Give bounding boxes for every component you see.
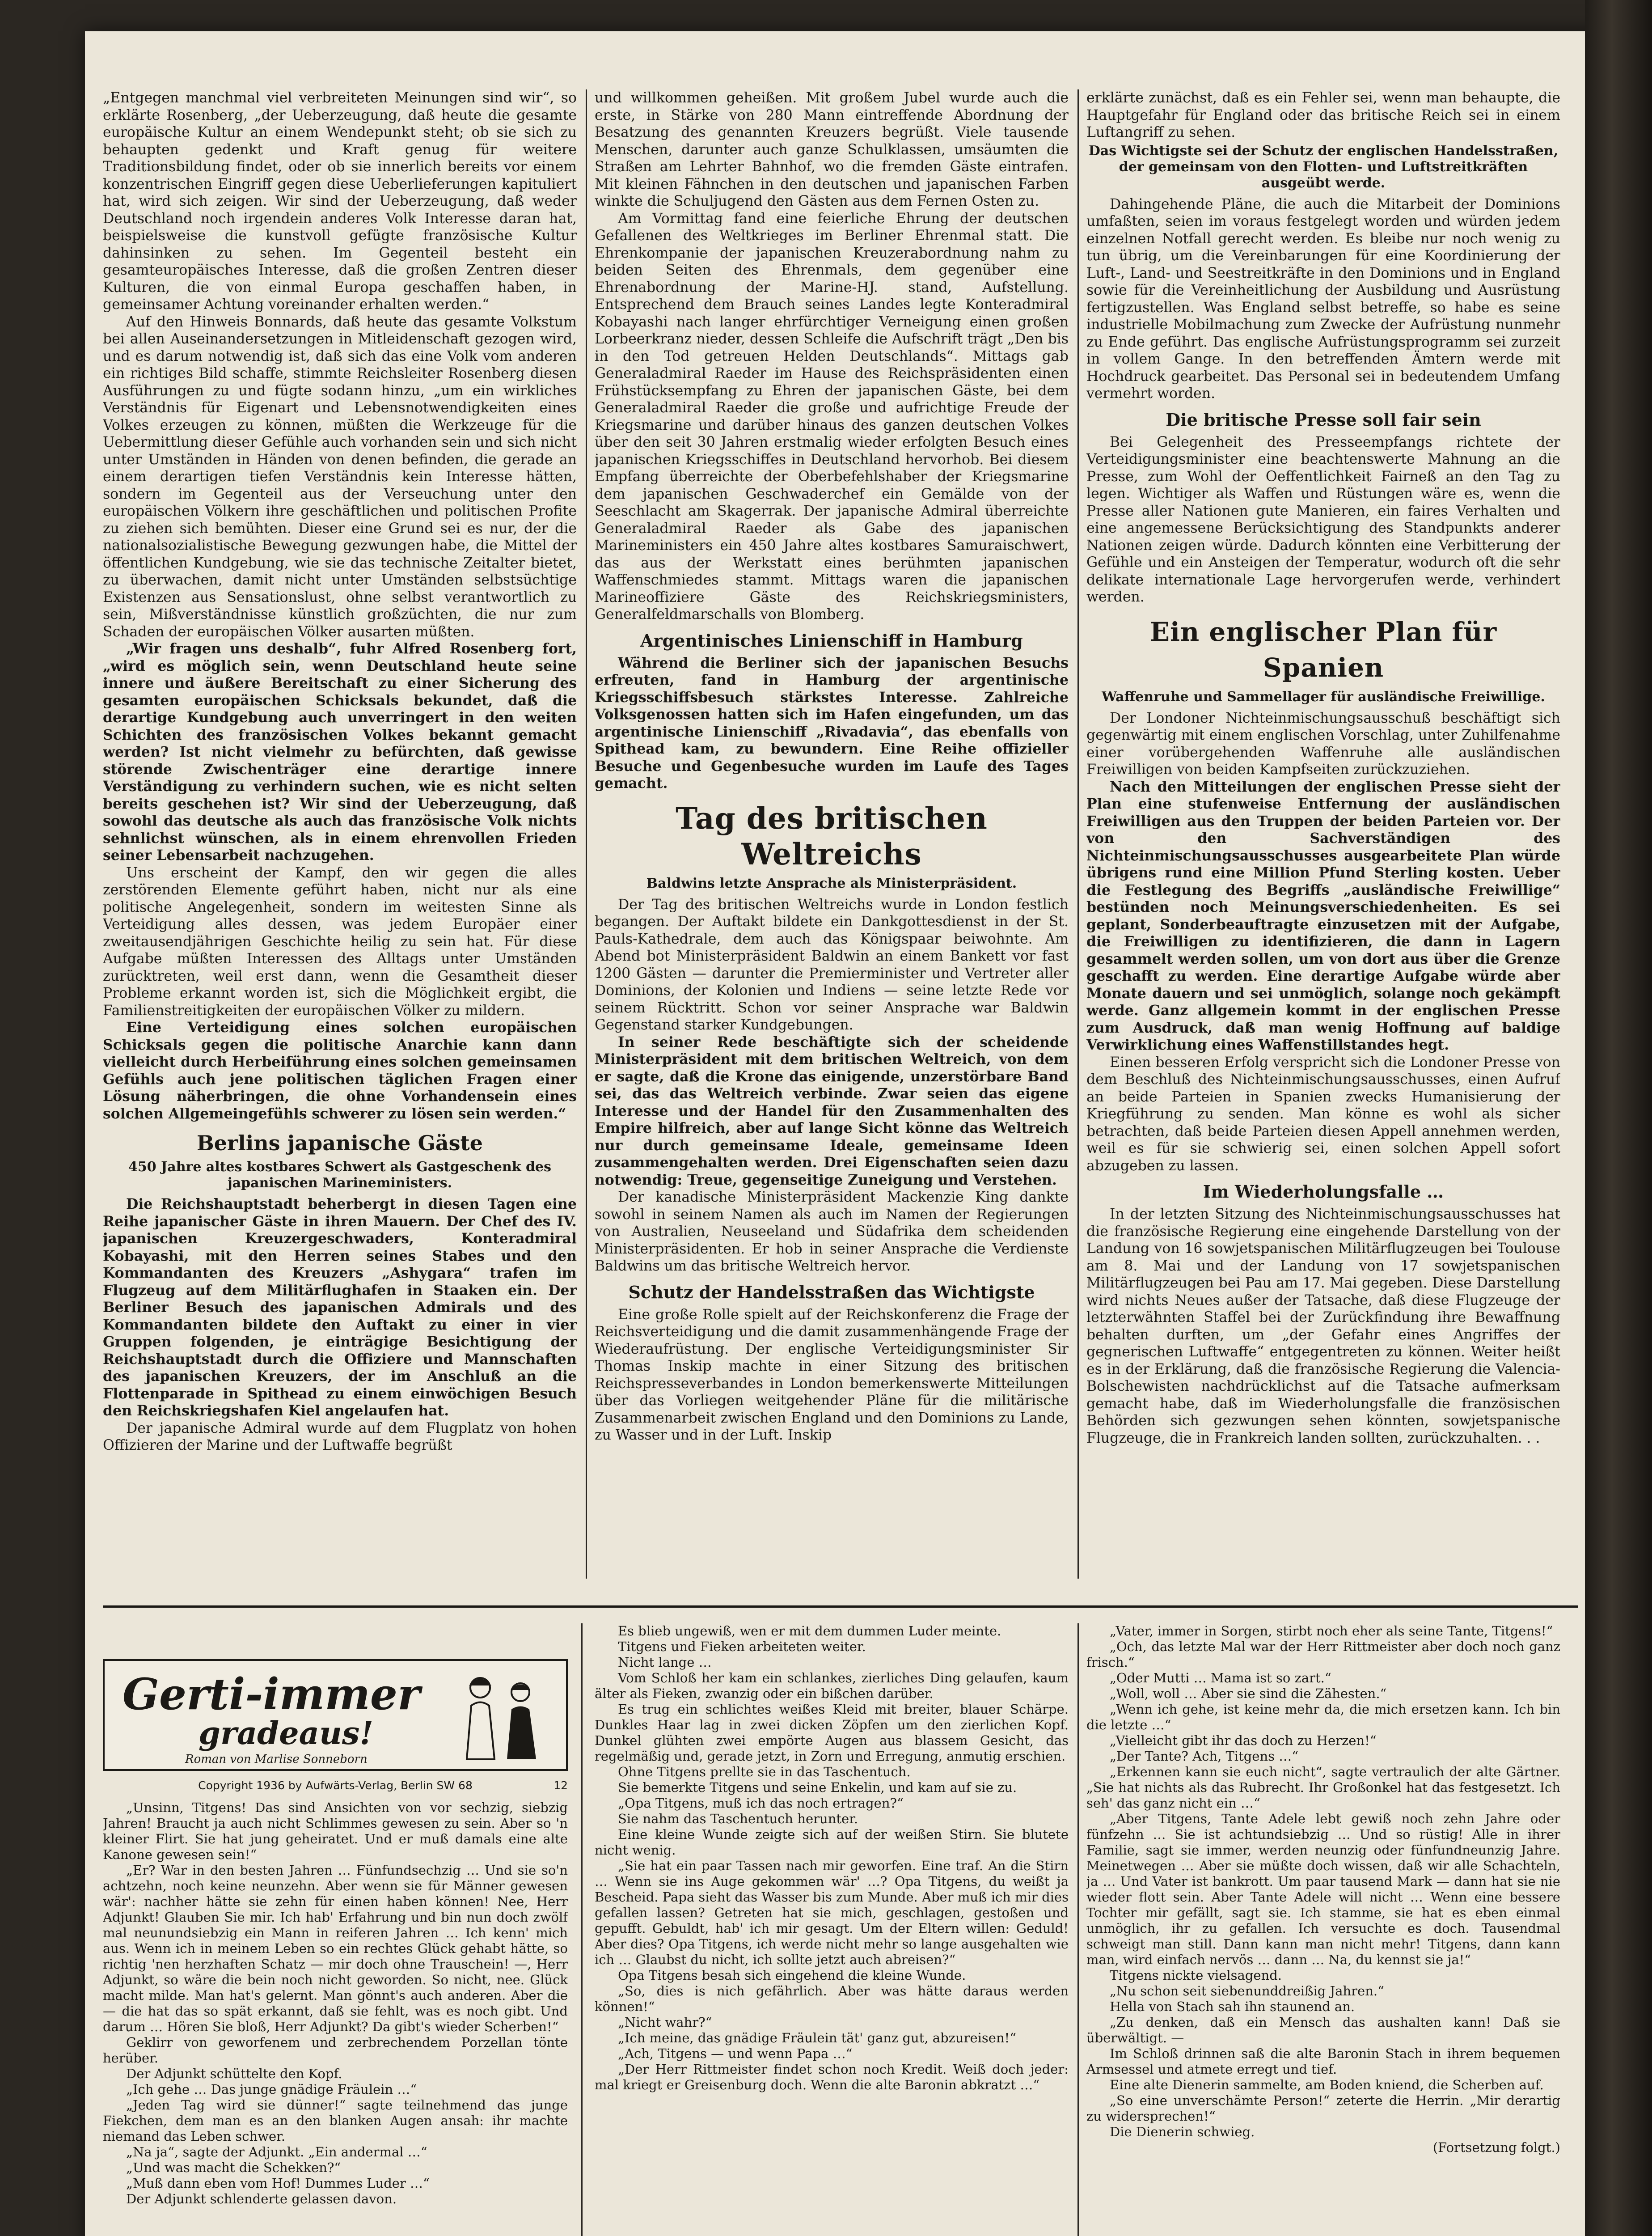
paragraph: Nach den Mitteilungen der englischen Presse sieht der Plan eine stufenweise Entfernung der ausländischen Freiwilligen aus den Truppen der beiden Parteien vor. Der von den Sachverständigen des Nichteinmischungsausschusses ausgearbeitete Plan würde übrigens rund eine Million Pfund Sterling kosten. Ueber die Festlegung des Begriffs „ausländische Freiwillige“ bestünden noch Meinungsverschiedenheiten. Es sei geplant, Sonderbeauftragte einzusetzen mit der Aufgabe, die Freiwilligen zu identifizieren, die dann in Lagern gesammelt werden sollen, um von dort aus über die Grenze geschafft zu werden. Eine derartige Aufgabe würde aber Monate dauern und sei unmöglich, solange noch gekämpft werde. Ganz allgemein kommt in der englischen Presse zum Ausdruck, daß man wenig Hoffnung auf baldige Verwirklichung eines Waffenstillstandes hegt. [1086, 778, 1560, 1053]
paragraph: „Zu denken, daß ein Mensch das aushalten kann! Daß sie überwältigt. — [1086, 2015, 1560, 2045]
paragraph: Der Adjunkt schüttelte den Kopf. [126, 2066, 342, 2081]
column-rule [1077, 89, 1079, 1579]
headline-schutz-der-handelsstrassen: Schutz der Handelsstraßen das Wichtigste [628, 1282, 1035, 1302]
paragraph: „Opa Titgens, muß ich das noch ertragen?“ [618, 1796, 904, 1811]
column-rule [1077, 1623, 1079, 2236]
paragraph: Die Dienerin schwieg. [1110, 2124, 1255, 2139]
novel-column-1 [103, 1800, 568, 2236]
headline-englischer-plan-fuer-spanien: Ein englischer Plan für Spanien [1149, 616, 1497, 683]
headline-tag-des-britischen-weltreichs: Tag des britischen Weltreichs [676, 800, 988, 872]
paragraph: In seiner Rede beschäftigte sich der scheidende Ministerpräsident mit dem britischen Weltreich, von dem er sagte, daß die Krone das einigende, unzerstörbare Band sei, das das Weltreich verbinde. Zwar seien das eigene Interesse und der Handel für den Zusammenhalten des Empire hilfreich, aber auf lange Sicht könne das Weltreich nur durch gemeinsame Ideale, gemeinsame Ideen zusammengehalten werden. Drei Eigenschaften seien dazu notwendig: Treue, gegenseitige Zuneigung und Verstehen. [595, 1033, 1069, 1188]
headline-britische-presse-fair: Die britische Presse soll fair sein [1166, 409, 1481, 430]
paragraph: „Jeden Tag wird sie dünner!“ sagte teilnehmend das junge Fiekchen, dem man es an den blanken Augen ansah: ihr machte niemand das Leben schwer. [103, 2097, 568, 2144]
paragraph: „Wenn ich gehe, ist keine mehr da, die mich ersetzen kann. Ich bin die letzte …“ [1086, 1702, 1560, 1732]
paragraph: „Vater, immer in Sorgen, stirbt noch eher als seine Tante, Titgens!“ [1110, 1623, 1553, 1639]
paragraph: Uns erscheint der Kampf, den wir gegen die alles zerstörenden Elemente geführt haben, nicht nur als eine politische Angelegenheit, sondern im weitesten Sinne als Verteidigung alles dessen, was jedem Europäer einer zweitausendjährigen Geschichte heilig zu sein hat. Für diese Aufgabe müßten Interessen des Alltags unter Umständen zurücktreten, weil erst dann, wenn die Gesamtheit dieser Probleme erkannt worden ist, sich die Möglichkeit ergibt, die Familienstreitigkeiten der europäischen Völker zu mildern. [103, 864, 577, 1019]
paragraph: „Vielleicht gibt ihr das doch zu Herzen!“ [1110, 1733, 1377, 1748]
subheadline: Baldwins letzte Ansprache als Ministerpräsident. [646, 875, 1017, 891]
paragraph: „Der Herr Rittmeister findet schon noch Kredit. Weiß doch jeder: mal kriegt er Greisenburg doch. Wenn die alte Baronin abkratzt …“ [595, 2062, 1069, 2092]
novel-column-2 [595, 1623, 1069, 2236]
paragraph: Der Adjunkt schlenderte gelassen davon. [126, 2191, 397, 2206]
paragraph: „Na ja“, sagte der Adjunkt. „Ein andermal …“ [126, 2144, 427, 2160]
paragraph: Hella von Stach sah ihn staunend an. [1110, 1999, 1355, 2014]
paragraph: „Erkennen kann sie euch nicht“, sagte vertraulich der alte Gärtner. „Sie hat nichts als das Rubrecht. Ihr Großonkel hat das festgesetzt. Ich seh' das ganz nicht ein …“ [1086, 1764, 1560, 1811]
paragraph: Während die Berliner sich der japanischen Besuchs erfreuten, fand in Hamburg der argentinische Kriegsschiffsbesuch stärkstes Interesse. Zahlreiche Volksgenossen hatten sich im Hafen eingefunden, um das argentinische Linienschiff „Rivadavia“, das ebenfalls von Spithead kam, zu bewundern. Eine Reihe offizieller Besuche und Gegenbesuche wurden im Laufe des Tages gemacht. [595, 654, 1069, 792]
paragraph: In der letzten Sitzung des Nichteinmischungsausschusses hat die französische Regierung eine eingehende Darstellung von der Landung von 16 sowjetspanischen Militärflugzeugen bei Toulouse am 8. Mai und der Landung von 17 sowjetspanischen Militärflugzeugen bei Pau am 17. Mai gegeben. Diese Darstellung wird nichts Neues außer der Tatsache, daß diese Flugzeuge der letzterwähnten Staffel bei der Zurückfindung ihre Bewaffnung behalten durften, um „der Gefahr eines Angriffes der gegnerischen Luftwaffe“ entgegentreten zu können. Weiter heißt es in der Erklärung, daß die französische Regierung die Valencia-Bolschewisten nachdrücklichst auf die Tatsache aufmerksam gemacht habe, daß im Wiederholungsfalle die französischen Behörden sich gezwungen sehen könnten, sowjetspanische Flugzeuge, die in Frankreich landen sollten, zurückzuhalten. . . [1086, 1206, 1560, 1446]
book-binding [1585, 0, 1652, 2236]
paragraph: „Ach, Titgens — und wenn Papa …“ [618, 2046, 853, 2061]
paragraph: Eine große Rolle spielt auf der Reichskonferenz die Frage der Reichsverteidigung und die damit zusammenhängende Frage der Wiederaufrüstung. Der englische Verteidigungsminister Sir Thomas Inskip machte in einer Sitzung des britischen Reichspresseverbandes in London bemerkenswerte Mitteilungen über das Vorliegen weitgehender Pläne für die militärische Zusammenarbeit zwischen England und den Dominions zu Lande, zu Wasser und in der Luft. Inskip [595, 1306, 1069, 1443]
column-2 [595, 89, 1069, 1579]
paragraph: „So eine unverschämte Person!“ zeterte die Herrin. „Mir derartig zu widersprechen!“ [1086, 2093, 1560, 2124]
novel-logo-title-2: gradeaus! [199, 1715, 374, 1752]
rosenberg-article [103, 89, 577, 1122]
paragraph: „Unsinn, Titgens! Das sind Ansichten von vor sechzig, siebzig Jahren! Braucht ja auch nicht Schlimmes gewesen zu sein. Aber so 'n kleiner Flirt. Sie hat jung geheiratet. Und er muß damals eine alte Kanone gewesen sein!“ [103, 1800, 568, 1862]
paragraph: Einen besseren Erfolg verspricht sich die Londoner Presse von dem Beschluß des Nichteinmischungsausschusses, einen Aufruf an beide Parteien in Spanien zwecks Humanisierung der Kriegführung zu senden. Man könne es wohl als sicher betrachten, daß beide Parteien diesen Appell annehmen werden, weil es für sie schwierig sei, einen solchen Appell sofort abzugeben zu lassen. [1086, 1054, 1560, 1174]
section-divider [103, 1605, 1578, 1608]
paragraph: Es blieb ungewiß, wen er mit dem dummen Luder meinte. [618, 1623, 1001, 1639]
novel-logo-title: Gerti-immer [123, 1669, 420, 1719]
paragraph: Titgens nickte vielsagend. [1110, 1968, 1282, 1983]
headline-berlins-japanische-gaeste: Berlins japanische Gäste [196, 1131, 483, 1155]
paragraph: Es trug ein schlichtes weißes Kleid mit breiter, blauer Schärpe. Dunkles Haar lag in zwei dicken Zöpfen um den zierlichen Kopf. Dunkel glühten zwei empörte Augen aus blassem Gesicht, das regelmäßig und, gerade jetzt, in Zorn und Erregung, anmutig erschien. [595, 1702, 1069, 1764]
paragraph: „Aber Titgens, Tante Adele lebt gewiß noch zehn Jahre oder fünfzehn … Sie ist achtundsiebzig … Und so rüstig! Alle in ihrer Familie, sagt sie immer, werden neunzig oder fünfundneunzig Jahre. Meinetwegen … Aber sie müßte doch wissen, daß wir alle Schachteln, ja … Und Vater ist bankrott. Um paar tausend Mark — dann hat sie nie wieder flott sein. Aber Tante Adele will nicht … Wenn eine bessere Tochter mir gefällt, sagt sie. Ich stamme, sie hat es eben einmal unmöglich, ihr zu gefallen. Ich versuchte es doch. Tausendmal schweigt man still. Dann kann man nicht mehr! Titgens, dann kann man, wird einfach nervös … dann … Na, du kennst sie ja!“ [1086, 1811, 1560, 1967]
paragraph: „Oder Mutti … Mama ist so zart.“ [1110, 1670, 1331, 1685]
novel-logo [103, 1659, 568, 1771]
paragraph: Bei Gelegenheit des Presseempfangs richtete der Verteidigungsminister eine beachtenswerte Mahnung an die Presse, zum Wohl der Oeffentlichkeit Fairneß an den Tag zu legen. Wichtiger als Waffen und Rüstungen wäre es, wenn die Presse aller Nationen gute Manieren, ein faires Verhalten und eine angemessene Berücksichtigung des Standpunkts anderer Nationen zeigen würde. Dadurch könnten eine Verbitterung der Gefühle und ein Ansteigen der Temperatur, wodurch oft die sehr delikate internationale Lage hervorgerufen werde, verhindert werden. [1086, 434, 1560, 605]
paragraph: Der japanische Admiral wurde auf dem Flugplatz von hohen Offizieren der Marine und der Luftwaffe begrüßt [103, 1420, 577, 1453]
paragraph: „Der Tante? Ach, Titgens …“ [1110, 1749, 1299, 1764]
paragraph: „Nicht wahr?“ [618, 2015, 712, 2030]
subheadline: Waffenruhe und Sammellager für ausländische Freiwillige. [1102, 689, 1545, 705]
bold-lead: Das Wichtigste sei der Schutz der englischen Handelsstraßen, der gemeinsam von den Flotten- und Luftstreitkräften ausgeübt werde. [1088, 143, 1559, 191]
newspaper-page [85, 31, 1627, 2236]
paragraph: „Entgegen manchmal viel verbreiteten Meinungen sind wir“, so erklärte Rosenberg, „der Ueberzeugung, daß heute die gesamte europäische Kultur an einem Wendepunkt steht; ob sie sich zu behaupten gedenkt und Kraft genug für weitere Traditionsbildung findet, oder ob sie innerlich bereits vor einem konzentrischen Eingriff gegen diese Ueberlieferungen kapituliert hat, wird sich zeigen. Wir sind der Ueberzeugung, daß weder Deutschland noch irgendein anderes Volk Interesse daran hat, beispielsweise die kunstvoll gefügte französische Kultur dahinsinken zu sehen. Im Gegenteil besteht ein gesamteuropäisches Interesse, daß die großen Zentren dieser Kulturen, die von einmal Europa geschaffen haben, in gemeinsamer Achtung voreinander erhalten werden.“ [103, 90, 577, 313]
paragraph: „Muß dann eben vom Hof! Dummes Luder …“ [126, 2176, 430, 2191]
paragraph: Im Schloß drinnen saß die alte Baronin Stach in ihrem bequemen Armsessel und atmete erregt und tief. [1086, 2046, 1560, 2077]
column-1 [103, 89, 577, 1579]
couple-illustration [444, 1670, 556, 1764]
paragraph: Geklirr von geworfenem und zerbrechendem Porzellan tönte herüber. [103, 2035, 568, 2066]
paragraph: und willkommen geheißen. Mit großem Jubel wurde auch die erste, in Stärke von 280 Mann eintreffende Abordnung der Besatzung des genannten Kreuzers begrüßt. Viele tausende Menschen, darunter auch ganze Schulklassen, umsäumten die Straßen am Lehrter Bahnhof, wo die fremden Gäste eintrafen. Mit kleinen Fähnchen in den deutschen und japanischen Farben winkte die Schuljugend den Gästen aus dem Fernen Osten zu. [595, 90, 1069, 209]
paragraph: „Sie hat ein paar Tassen nach mir geworfen. Eine traf. An die Stirn … Wenn sie ins Auge gekommen wär' …? Opa Titgens, du weißt ja Bescheid. Papa sieht das Wasser bis zum Munde. Aber muß ich mir dies gefallen lassen? Getreten hat sie mich, geschlagen, gestoßen und gepufft. Gebuldt, hab' ich mir gesagt. Um der Eltern willen: Geduld! Aber dies? Opa Titgens, ich werde nicht mehr so lange ausgehalten wie ich … Glaubst du nicht, ich sollte jetzt auch abreisen?“ [595, 1858, 1069, 1967]
paragraph: Ohne Titgens prellte sie in das Taschentuch. [618, 1764, 911, 1779]
paragraph: „Ich meine, das gnädige Fräulein tät' ganz gut, abzureisen!“ [618, 2030, 1017, 2045]
novel-column-3 [1086, 1623, 1560, 2236]
paragraph: Der Tag des britischen Weltreichs wurde in London festlich begangen. Der Auftakt bildete ein Dankgottesdienst in der St. Pauls-Kathedrale, dem auch das Königspaar beiwohnte. Am Abend bot Ministerpräsident Baldwin an einem Bankett vor fast 1200 Gästen — darunter die Premierminister und Vertreter aller Dominions, der Kolonien und Indiens — seine letzte Rede vor seinem Rücktritt. Schon vor seiner Ansprache war Baldwin Gegenstand starker Kundgebungen. [595, 896, 1069, 1033]
paragraph: „So, dies is nich gefährlich. Aber was hätte daraus werden können!“ [595, 1983, 1069, 2014]
paragraph: Eine kleine Wunde zeigte sich auf der weißen Stirn. Sie blutete nicht wenig. [595, 1827, 1069, 1858]
paragraph: Titgens und Fieken arbeiteten weiter. [618, 1639, 866, 1654]
paragraph: „Wir fragen uns deshalb“, fuhr Alfred Rosenberg fort, „wird es möglich sein, wenn Deutschland heute seine innere und äußere Bereitschaft zu einer Sicherung des gesamten europäischen Schicksals bekundet, daß die derartige Kundgebung auch unverringert in den weiten Schichten des französischen Volkes bekannt gemacht werden? Ist nicht vielmehr zu befürchten, daß gewisse störende Zwischenträger eine derartige innere Verständigung zu verhindern suchen, wie es nicht selten bereits geschehen ist? Wir sind der Ueberzeugung, daß sowohl das deutsche als auch das französische Volk nichts sehnlichst wünschen, als in einem ehrenvollen Frieden seiner Lebensarbeit nachzugehen. [103, 640, 577, 864]
paragraph: Eine Verteidigung eines solchen europäischen Schicksals gegen die politische Anarchie kann dann vielleicht durch Herbeiführung eines solchen gemeinsamen Gefühls auch jene politischen täglichen Fragen einer Lösung näherbringen, die ohne Vorhandensein eines solchen Allgemeingefühls schwerer zu lösen sein werden.“ [103, 1019, 577, 1122]
paragraph: „Ich gehe … Das junge gnädige Fräulein …“ [126, 2082, 417, 2097]
paragraph: „Nu schon seit siebenunddreißig Jahren.“ [1110, 1983, 1384, 1999]
paragraph: Der kanadische Ministerpräsident Mackenzie King dankte sowohl in seinem Namen als auch im Namen der Regierungen von Australien, Neuseeland und Südafrika dem scheidenden Ministerpräsidenten. Er hob in seiner Ansprache die Verdienste Baldwins um das britische Weltreich hervor. [595, 1189, 1069, 1274]
continuation-note: (Fortsetzung folgt.) [1432, 2140, 1560, 2155]
installment-number: 12 [553, 1779, 568, 1792]
novel-logo-author: Roman von Marlise Sonneborn [185, 1753, 368, 1766]
paragraph: Opa Titgens besah sich eingehend die kleine Wunde. [618, 1968, 966, 1983]
paragraph: Sie nahm das Taschentuch herunter. [618, 1811, 858, 1826]
headline-argentinisches-linienschiff: Argentinisches Linienschiff in Hamburg [640, 630, 1023, 651]
paragraph: Sie bemerkte Titgens und seine Enkelin, und kam auf sie zu. [618, 1780, 1017, 1795]
column-3 [1086, 89, 1560, 1579]
paragraph: Auf den Hinweis Bonnards, daß heute das gesamte Volkstum bei allen Auseinandersetzungen in Mitleidenschaft gezogen wird, und es darum notwendig ist, daß sich das eine Volk vom anderen ein richtiges Bild schaffe, stimmte Reichsleiter Rosenberg diesen Ausführungen zu und fügte sodann hinzu, „um ein wirkliches Verständnis für Eigenart und Lebensnotwendigkeiten eines Volkes erzeugen zu können, müßten die Werkzeuge für die Uebermittlung dieser Gefühle auch vorhanden sein und sich nicht unter Umständen in Händen von denen befinden, die gerade an einem derartigen tiefen Verständnis kein Interesse hätten, sondern im Gegenteil aus der Verseuchung unter den europäischen Völkern ihre geschäftlichen und politischen Profite zu ziehen sich bemühten. Dieser eine Grund sei es nur, der die nationalsozialistische Bewegung gezwungen habe, die Mittel der öffentlichen Kundgebung, wie sie das technische Zeitalter bietet, zu überwachen, damit nicht unter Umständen selbstsüchtige Existenzen aus Sensationslust, ohne selbst verantwortlich zu sein, Mißverständnisse künstlich großzüchten, die nur zum Schaden der europäischen Völker ausarten müßten. [103, 313, 577, 640]
column-rule [586, 89, 587, 1579]
subheadline: 450 Jahre altes kostbares Schwert als Gastgeschenk des japanischen Marineministers. [128, 1159, 551, 1191]
column-rule [581, 1623, 583, 2236]
paragraph: „Er? War in den besten Jahren … Fünfundsechzig … Und sie so'n achtzehn, noch keine neunzehn. Aber wenn sie für Männer gewesen wär': nachher hätte sie zehn für einen haben können! Nee, Herr Adjunkt! Glauben Sie mir. Ich hab' Erfahrung und bin nun doch zwölf mal neunundsiebzig ein Mann in reiferen Jahren … Ich kenn' mich aus. Wenn ich in meinem Leben so ein rechtes Glück gehabt hätte, so richtig 'nen herzhaften Schatz — mir doch ohne Trauschein! —, Herr Adjunkt, so wäre die bein noch nicht geworden. So nicht, nee. Glück macht milde. Man hat's gelernt. Man gönnt's auch anderen. Aber die — die hat das so spät erkannt, daß sie fehlt, was es noch gibt. Und darum … Hören Sie bloß, Herr Adjunkt? Da gibt's wieder Scherben!“ [103, 1863, 568, 2034]
copyright-line [103, 1779, 568, 1792]
paragraph: erklärte zunächst, daß es ein Fehler sei, wenn man behaupte, die Hauptgefahr für England oder das britische Reich sei in einem Luftangriff zu sehen. [1086, 90, 1560, 140]
paragraph: Am Vormittag fand eine feierliche Ehrung der deutschen Gefallenen des Weltkrieges im Berliner Ehrenmal statt. Die Ehrenkompanie der japanischen Kreuzerabordnung nahm zu beiden Seiten des Ehrenmals, dem gegenüber eine Ehrenabordnung der Marine-HJ. stand, Aufstellung. Entsprechend dem Brauch seines Landes legte Konteradmiral Kobayashi nach langer ehrfürchtiger Verneigung einen großen Lorbeerkranz nieder, dessen Schleife die Aufschrift trägt „Den bis in den Tod getreuen Helden Deutschlands“. Mittags gab Generaladmiral Raeder im Hause des Reichspräsidenten einen Frühstücksempfang zu Ehren der japanischen Gäste, bei dem Generaladmiral Raeder die große und aufrichtige Freude der Kriegsmarine und darüber hinaus des ganzen deutschen Volkes über den seit 30 Jahren erstmalig wieder erfolgten Besuch eines japanischen Kriegsschiffes in Deutschland hervorhob. Bei diesem Empfang überreichte der Oberbefehlshaber der Kriegsmarine dem japanischen Geschwaderchef ein Gemälde von der Seeschlacht am Skagerrak. Der japanische Admiral überreichte Generaladmiral Raeder als Gabe des japanischen Marineministers ein 450 Jahre altes kostbares Samuraischwert, das aus der Werkstatt eines berühmten japanischen Waffenschmiedes stammt. Mittags waren die japanischen Marineoffiziere Gäste des Reichskriegsministers, Generalfeldmarschalls von Blomberg. [595, 210, 1069, 623]
paragraph: Die Reichshauptstadt beherbergt in diesen Tagen eine Reihe japanischer Gäste in ihren Mauern. Der Chef des IV. japanischen Kreuzergeschwaders, Konteradmiral Kobayashi, mit den Herren seines Stabes und den Kommandanten des Kreuzers „Ashygara“ trafen im Flugzeug auf dem Militärflughafen in Staaken ein. Der Berliner Besuch des japanischen Admirals und des Kommandanten bildete den Auftakt zu einer in vier Gruppen folgenden, je einträgige Besichtigung der Reichshauptstadt durch die Offiziere und Mannschaften des japanischen Kreuzers, der im Anschluß an die Flottenparade in Spithead zu einem einwöchigen Besuch den Reichskriegshafen Kiel angelaufen hat. [103, 1196, 577, 1419]
paragraph: Dahingehende Pläne, die auch die Mitarbeit der Dominions umfaßten, seien im voraus festgelegt worden und würden jedem einzelnen Notfall gerecht werden. Es bleibe nur noch wenig zu tun übrig, um die Vereinbarungen für eine Koordinierung der Luft-, Land- und Seestreitkräfte in den Dominions und in England sowie für die Vereinheitlichung der Ausbildung und Ausrüstung fertigzustellen. Was England selbst betreffe, so habe es seine industrielle Mobilmachung zum Zwecke der Aufrüstung nunmehr zu Ende geführt. Das englische Aufrüstungsprogramm sei zurzeit in vollem Gange. In den betreffenden Ämtern werde mit Hochdruck gearbeitet. Das Personal sei in bedeutendem Umfang vermehrt worden. [1086, 196, 1560, 402]
copyright-text: Copyright 1936 by Aufwärts-Verlag, Berlin SW 68 [198, 1779, 473, 1792]
paragraph: Der Londoner Nichteinmischungsausschuß beschäftigt sich gegenwärtig mit einem englischen Vorschlag, unter Zuhilfenahme einer vorübergehenden Waffenruhe alle ausländischen Freiwilligen von beiden Kampfseiten zurückzuziehen. [1086, 710, 1560, 778]
paragraph: Vom Schloß her kam ein schlankes, zierliches Ding gelaufen, kaum älter als Fieken, zwanzig oder ein bißchen darüber. [595, 1670, 1069, 1701]
paragraph: „Und was macht die Schekken?“ [126, 2160, 341, 2175]
paragraph: Eine alte Dienerin sammelte, am Boden kniend, die Scherben auf. [1110, 2077, 1544, 2092]
headline-im-wiederholungsfalle: Im Wiederholungsfalle … [1203, 1182, 1444, 1202]
paragraph: Nicht lange … [618, 1655, 712, 1670]
paragraph: „Och, das letzte Mal war der Herr Rittmeister aber doch noch ganz frisch.“ [1086, 1639, 1560, 1670]
paragraph: „Woll, woll … Aber sie sind die Zähesten.“ [1110, 1686, 1387, 1701]
